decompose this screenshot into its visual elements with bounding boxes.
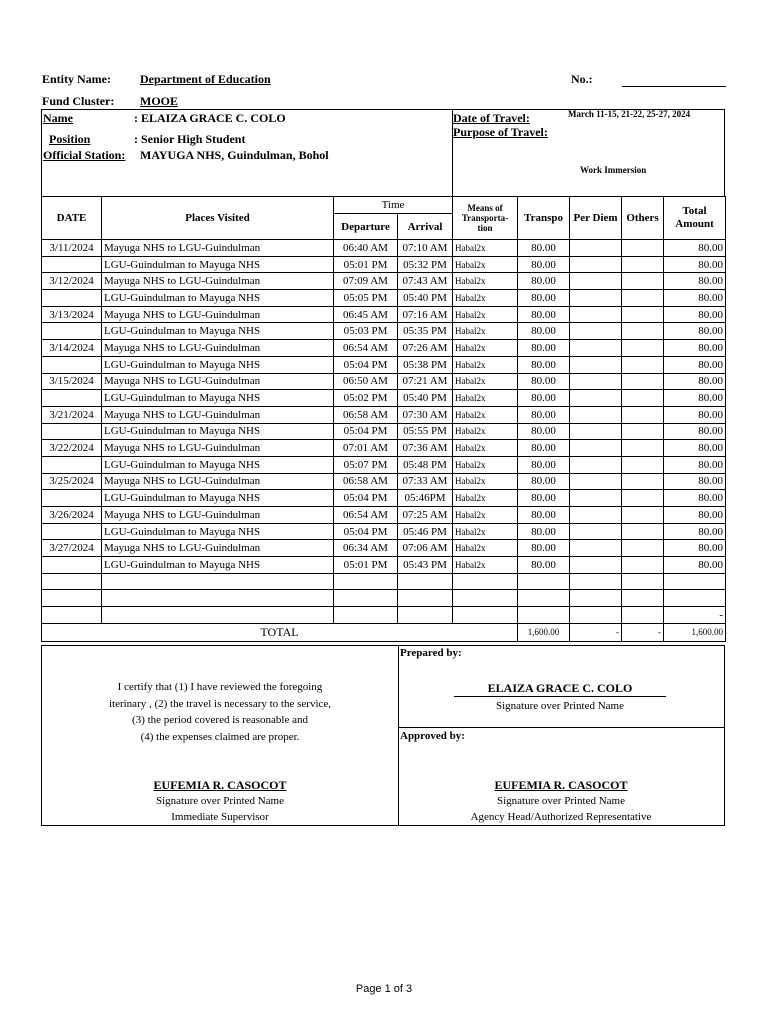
table-row xyxy=(42,406,726,423)
row-place: LGU-Guindulman to Mayuga NHS xyxy=(102,423,334,440)
header-time: Time xyxy=(334,197,453,214)
row-departure: 05:07 PM xyxy=(334,456,398,473)
row-total: 80.00 xyxy=(664,456,726,473)
header-means-of-transportation xyxy=(453,197,518,240)
row-departure: 07:09 AM xyxy=(334,273,398,290)
row-others xyxy=(622,373,664,390)
row-transpo: 80.00 xyxy=(518,323,570,340)
row-transpo: 80.00 xyxy=(518,373,570,390)
itinerary-table xyxy=(41,196,726,642)
row-departure: 06:34 AM xyxy=(334,540,398,557)
row-total: 80.00 xyxy=(664,340,726,357)
row-others xyxy=(622,573,664,590)
row-others xyxy=(622,590,664,607)
table-row xyxy=(42,356,726,373)
row-means: Habal2x xyxy=(453,340,518,357)
row-total: 80.00 xyxy=(664,306,726,323)
row-per-diem xyxy=(570,490,622,507)
table-row xyxy=(42,440,726,457)
row-date xyxy=(42,490,102,507)
row-transpo: 80.00 xyxy=(518,507,570,524)
header-transpo: Transpo xyxy=(518,197,570,240)
row-date xyxy=(42,256,102,273)
means-line-2: Transporta- xyxy=(461,213,509,223)
row-arrival: 05:55 PM xyxy=(398,423,453,440)
row-place: LGU-Guindulman to Mayuga NHS xyxy=(102,290,334,307)
row-per-diem xyxy=(570,290,622,307)
row-departure: 05:03 PM xyxy=(334,323,398,340)
row-arrival: 05:32 PM xyxy=(398,256,453,273)
row-total: 80.00 xyxy=(664,440,726,457)
row-total: 80.00 xyxy=(664,373,726,390)
row-others xyxy=(622,273,664,290)
row-others xyxy=(622,557,664,574)
row-transpo: 80.00 xyxy=(518,290,570,307)
row-departure xyxy=(334,590,398,607)
row-per-diem xyxy=(570,590,622,607)
approved-by-label: Approved by: xyxy=(400,730,465,742)
table-row xyxy=(42,490,726,507)
row-departure: 05:04 PM xyxy=(334,523,398,540)
row-per-diem xyxy=(570,440,622,457)
row-transpo xyxy=(518,607,570,624)
row-arrival: 07:10 AM xyxy=(398,240,453,257)
row-others xyxy=(622,473,664,490)
row-transpo xyxy=(518,590,570,607)
row-total: 80.00 xyxy=(664,406,726,423)
approved-sig-caption: Signature over Printed Name xyxy=(497,795,625,807)
row-means: Habal2x xyxy=(453,373,518,390)
row-transpo: 80.00 xyxy=(518,306,570,323)
row-means xyxy=(453,607,518,624)
row-total: 80.00 xyxy=(664,356,726,373)
approved-name: EUFEMIA R. CASOCOT xyxy=(494,778,628,792)
table-row xyxy=(42,590,726,607)
row-departure: 06:50 AM xyxy=(334,373,398,390)
row-departure: 06:40 AM xyxy=(334,240,398,257)
table-row xyxy=(42,290,726,307)
row-others xyxy=(622,456,664,473)
row-departure: 06:58 AM xyxy=(334,473,398,490)
row-transpo: 80.00 xyxy=(518,340,570,357)
row-others xyxy=(622,440,664,457)
row-departure: 05:05 PM xyxy=(334,290,398,307)
row-per-diem xyxy=(570,507,622,524)
row-means: Habal2x xyxy=(453,440,518,457)
official-station-value: MAYUGA NHS, Guindulman, Bohol xyxy=(140,148,329,162)
row-per-diem xyxy=(570,473,622,490)
row-per-diem xyxy=(570,340,622,357)
entity-name-value: Department of Education xyxy=(140,72,271,86)
row-means: Habal2x xyxy=(453,390,518,407)
row-arrival: 05:46PM xyxy=(398,490,453,507)
row-arrival: 07:16 AM xyxy=(398,306,453,323)
row-per-diem xyxy=(570,356,622,373)
prepared-sig-caption: Signature over Printed Name xyxy=(496,700,624,712)
row-date: 3/21/2024 xyxy=(42,406,102,423)
row-arrival: 07:25 AM xyxy=(398,507,453,524)
row-others xyxy=(622,306,664,323)
row-departure: 05:04 PM xyxy=(334,423,398,440)
row-arrival: 05:40 PM xyxy=(398,390,453,407)
row-departure: 05:04 PM xyxy=(334,490,398,507)
prepared-signature-block xyxy=(440,680,680,714)
row-place xyxy=(102,607,334,624)
row-place: LGU-Guindulman to Mayuga NHS xyxy=(102,390,334,407)
row-place: LGU-Guindulman to Mayuga NHS xyxy=(102,456,334,473)
row-place: Mayuga NHS to LGU-Guindulman xyxy=(102,306,334,323)
row-total: 80.00 xyxy=(664,507,726,524)
name-value: : ELAIZA GRACE C. COLO xyxy=(134,111,286,125)
date-of-travel-label: Date of Travel: xyxy=(453,111,530,125)
row-others xyxy=(622,540,664,557)
row-others xyxy=(622,256,664,273)
table-row xyxy=(42,523,726,540)
row-others xyxy=(622,507,664,524)
table-row xyxy=(42,456,726,473)
row-transpo: 80.00 xyxy=(518,557,570,574)
row-place: Mayuga NHS to LGU-Guindulman xyxy=(102,507,334,524)
total-others: - xyxy=(622,623,664,641)
row-others xyxy=(622,523,664,540)
row-date xyxy=(42,290,102,307)
row-arrival: 07:21 AM xyxy=(398,373,453,390)
row-date xyxy=(42,456,102,473)
row-transpo: 80.00 xyxy=(518,256,570,273)
fund-cluster-label: Fund Cluster: xyxy=(42,94,115,108)
row-arrival: 07:43 AM xyxy=(398,273,453,290)
row-means: Habal2x xyxy=(453,356,518,373)
row-transpo: 80.00 xyxy=(518,240,570,257)
row-date xyxy=(42,323,102,340)
row-departure xyxy=(334,573,398,590)
row-total: 80.00 xyxy=(664,256,726,273)
row-per-diem xyxy=(570,540,622,557)
row-arrival xyxy=(398,607,453,624)
cert-line-4: (4) the expenses claimed are proper. xyxy=(140,730,300,743)
row-place: Mayuga NHS to LGU-Guindulman xyxy=(102,473,334,490)
row-per-diem xyxy=(570,456,622,473)
row-place: Mayuga NHS to LGU-Guindulman xyxy=(102,540,334,557)
position-value: : Senior High Student xyxy=(134,132,246,146)
table-row xyxy=(42,340,726,357)
row-means: Habal2x xyxy=(453,323,518,340)
row-others xyxy=(622,290,664,307)
row-departure: 05:01 PM xyxy=(334,256,398,273)
row-transpo: 80.00 xyxy=(518,390,570,407)
row-place: Mayuga NHS to LGU-Guindulman xyxy=(102,373,334,390)
total-amount: 1,600.00 xyxy=(664,623,726,641)
row-arrival: 07:30 AM xyxy=(398,406,453,423)
row-means: Habal2x xyxy=(453,240,518,257)
row-transpo: 80.00 xyxy=(518,523,570,540)
row-per-diem xyxy=(570,607,622,624)
prepared-by-label: Prepared by: xyxy=(400,647,462,659)
table-row xyxy=(42,256,726,273)
row-total: 80.00 xyxy=(664,290,726,307)
row-total: - xyxy=(664,607,726,624)
row-arrival: 07:06 AM xyxy=(398,540,453,557)
row-per-diem xyxy=(570,256,622,273)
row-means: Habal2x xyxy=(453,540,518,557)
cert-line-1: I certify that (1) I have reviewed the foregoing xyxy=(117,681,323,693)
row-departure: 06:58 AM xyxy=(334,406,398,423)
row-place: LGU-Guindulman to Mayuga NHS xyxy=(102,523,334,540)
row-per-diem xyxy=(570,306,622,323)
row-date: 3/26/2024 xyxy=(42,507,102,524)
row-date: 3/12/2024 xyxy=(42,273,102,290)
row-date xyxy=(42,607,102,624)
total-label: TOTAL xyxy=(42,623,518,641)
row-departure: 06:54 AM xyxy=(334,507,398,524)
table-row xyxy=(42,473,726,490)
row-means: Habal2x xyxy=(453,490,518,507)
row-transpo: 80.00 xyxy=(518,473,570,490)
row-place: LGU-Guindulman to Mayuga NHS xyxy=(102,323,334,340)
total-per-diem: - xyxy=(570,623,622,641)
row-total: 80.00 xyxy=(664,390,726,407)
means-line-3: tion xyxy=(477,223,493,233)
supervisor-sig-caption: Signature over Printed Name xyxy=(156,795,284,807)
table-row xyxy=(42,507,726,524)
row-others xyxy=(622,340,664,357)
table-row xyxy=(42,240,726,257)
row-place: Mayuga NHS to LGU-Guindulman xyxy=(102,406,334,423)
row-arrival: 05:35 PM xyxy=(398,323,453,340)
table-row xyxy=(42,423,726,440)
certification-text xyxy=(60,679,380,745)
table-row xyxy=(42,306,726,323)
table-row xyxy=(42,540,726,557)
row-date: 3/25/2024 xyxy=(42,473,102,490)
row-place: LGU-Guindulman to Mayuga NHS xyxy=(102,557,334,574)
row-arrival: 07:36 AM xyxy=(398,440,453,457)
row-total xyxy=(664,590,726,607)
table-row xyxy=(42,557,726,574)
row-means: Habal2x xyxy=(453,256,518,273)
row-total: 80.00 xyxy=(664,323,726,340)
row-departure: 05:02 PM xyxy=(334,390,398,407)
row-others xyxy=(622,356,664,373)
row-transpo: 80.00 xyxy=(518,456,570,473)
row-arrival: 05:48 PM xyxy=(398,456,453,473)
row-others xyxy=(622,390,664,407)
table-row xyxy=(42,273,726,290)
header-total-amount xyxy=(664,197,726,240)
row-means: Habal2x xyxy=(453,523,518,540)
row-total: 80.00 xyxy=(664,540,726,557)
row-arrival xyxy=(398,573,453,590)
row-departure: 06:54 AM xyxy=(334,340,398,357)
row-date: 3/15/2024 xyxy=(42,373,102,390)
row-place: LGU-Guindulman to Mayuga NHS xyxy=(102,490,334,507)
row-arrival: 07:33 AM xyxy=(398,473,453,490)
row-date xyxy=(42,356,102,373)
row-per-diem xyxy=(570,240,622,257)
row-means xyxy=(453,573,518,590)
row-date: 3/27/2024 xyxy=(42,540,102,557)
row-means xyxy=(453,590,518,607)
row-total: 80.00 xyxy=(664,523,726,540)
row-date xyxy=(42,557,102,574)
row-total: 80.00 xyxy=(664,423,726,440)
row-date xyxy=(42,390,102,407)
row-date: 3/11/2024 xyxy=(42,240,102,257)
name-label: Name xyxy=(43,111,73,125)
row-others xyxy=(622,406,664,423)
row-others xyxy=(622,607,664,624)
row-transpo: 80.00 xyxy=(518,423,570,440)
row-date: 3/14/2024 xyxy=(42,340,102,357)
row-arrival: 05:40 PM xyxy=(398,290,453,307)
header-places-visited: Places Visited xyxy=(102,197,334,240)
row-transpo: 80.00 xyxy=(518,406,570,423)
row-means: Habal2x xyxy=(453,423,518,440)
row-date xyxy=(42,523,102,540)
row-arrival: 05:46 PM xyxy=(398,523,453,540)
row-arrival: 05:38 PM xyxy=(398,356,453,373)
total-line-2: Amount xyxy=(675,218,714,230)
prepared-name: ELAIZA GRACE C. COLO xyxy=(454,680,666,697)
position-label: Position xyxy=(49,132,91,146)
row-means: Habal2x xyxy=(453,557,518,574)
row-transpo: 80.00 xyxy=(518,540,570,557)
row-arrival: 05:43 PM xyxy=(398,557,453,574)
approved-title: Agency Head/Authorized Representative xyxy=(470,811,652,823)
row-total xyxy=(664,573,726,590)
no-field-line xyxy=(622,86,726,87)
approved-signature-block xyxy=(420,777,702,825)
purpose-of-travel-label: Purpose of Travel: xyxy=(453,125,548,139)
fund-cluster-value: MOOE xyxy=(140,94,178,108)
row-total: 80.00 xyxy=(664,273,726,290)
no-label: No.: xyxy=(571,72,593,86)
row-others xyxy=(622,240,664,257)
row-transpo: 80.00 xyxy=(518,273,570,290)
table-row xyxy=(42,607,726,624)
page-number: Page 1 of 3 xyxy=(355,983,413,995)
header-date: DATE xyxy=(42,197,102,240)
table-row xyxy=(42,323,726,340)
signature-vertical-divider xyxy=(398,645,399,826)
row-total: 80.00 xyxy=(664,240,726,257)
row-total: 80.00 xyxy=(664,557,726,574)
row-departure: 05:04 PM xyxy=(334,356,398,373)
row-means: Habal2x xyxy=(453,406,518,423)
row-transpo: 80.00 xyxy=(518,440,570,457)
row-date: 3/13/2024 xyxy=(42,306,102,323)
date-of-travel-value: March 11-15, 21-22, 25-27, 2024 xyxy=(568,109,691,119)
row-arrival xyxy=(398,590,453,607)
row-place: Mayuga NHS to LGU-Guindulman xyxy=(102,440,334,457)
row-per-diem xyxy=(570,273,622,290)
row-total: 80.00 xyxy=(664,473,726,490)
row-per-diem xyxy=(570,523,622,540)
purpose-of-travel-value: Work Immersion xyxy=(580,165,647,175)
cert-line-3: (3) the period covered is reasonable and xyxy=(132,714,308,726)
row-means: Habal2x xyxy=(453,473,518,490)
row-departure: 06:45 AM xyxy=(334,306,398,323)
header-arrival: Arrival xyxy=(398,214,453,240)
cert-line-2: iterinary , (2) the travel is necessary to the service, xyxy=(108,697,332,710)
table-row xyxy=(42,390,726,407)
row-transpo: 80.00 xyxy=(518,356,570,373)
header-per-diem: Per Diem xyxy=(570,197,622,240)
row-others xyxy=(622,423,664,440)
row-place: Mayuga NHS to LGU-Guindulman xyxy=(102,240,334,257)
row-per-diem xyxy=(570,390,622,407)
row-place xyxy=(102,590,334,607)
supervisor-name: EUFEMIA R. CASOCOT xyxy=(153,778,287,792)
row-transpo: 80.00 xyxy=(518,490,570,507)
header-departure: Departure xyxy=(334,214,398,240)
table-row xyxy=(42,373,726,390)
row-per-diem xyxy=(570,406,622,423)
total-transpo: 1,600.00 xyxy=(518,623,570,641)
row-arrival: 07:26 AM xyxy=(398,340,453,357)
means-line-1: Means of xyxy=(467,203,503,213)
row-place xyxy=(102,573,334,590)
row-total: 80.00 xyxy=(664,490,726,507)
signature-horizontal-divider xyxy=(398,727,725,728)
row-transpo xyxy=(518,573,570,590)
row-date: 3/22/2024 xyxy=(42,440,102,457)
row-means: Habal2x xyxy=(453,290,518,307)
row-others xyxy=(622,323,664,340)
row-departure: 07:01 AM xyxy=(334,440,398,457)
row-date xyxy=(42,573,102,590)
official-station-label: Official Station: xyxy=(43,148,126,162)
row-means: Habal2x xyxy=(453,273,518,290)
row-per-diem xyxy=(570,573,622,590)
supervisor-title: Immediate Supervisor xyxy=(171,811,269,823)
row-others xyxy=(622,490,664,507)
row-departure xyxy=(334,607,398,624)
row-per-diem xyxy=(570,323,622,340)
row-per-diem xyxy=(570,423,622,440)
row-date xyxy=(42,423,102,440)
row-means: Habal2x xyxy=(453,306,518,323)
row-place: Mayuga NHS to LGU-Guindulman xyxy=(102,273,334,290)
row-per-diem xyxy=(570,373,622,390)
row-per-diem xyxy=(570,557,622,574)
table-row xyxy=(42,573,726,590)
total-line-1: Total xyxy=(682,205,707,217)
entity-name-label: Entity Name: xyxy=(42,72,111,86)
row-means: Habal2x xyxy=(453,456,518,473)
row-place: LGU-Guindulman to Mayuga NHS xyxy=(102,356,334,373)
row-means: Habal2x xyxy=(453,507,518,524)
row-date xyxy=(42,590,102,607)
row-departure: 05:01 PM xyxy=(334,557,398,574)
header-others: Others xyxy=(622,197,664,240)
supervisor-signature-block xyxy=(60,777,380,825)
row-place: LGU-Guindulman to Mayuga NHS xyxy=(102,256,334,273)
row-place: Mayuga NHS to LGU-Guindulman xyxy=(102,340,334,357)
